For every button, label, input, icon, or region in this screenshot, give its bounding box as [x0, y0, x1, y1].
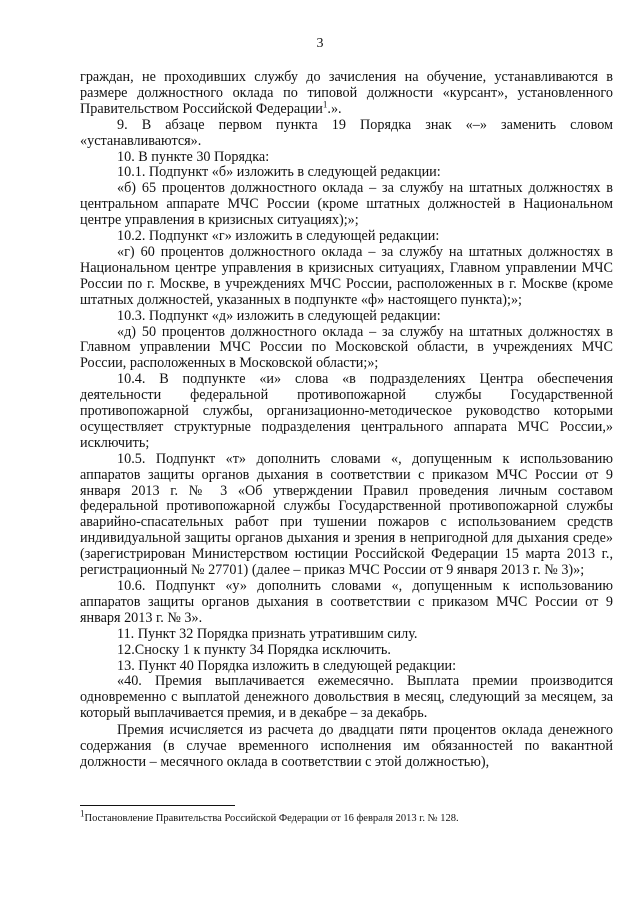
paragraph: 13. Пункт 40 Порядка изложить в следующей редакции:	[117, 657, 457, 674]
footnote	[80, 808, 613, 825]
paragraph: «д) 50 процентов должностного оклада – за службу на штатных должностях в Главном управлении МЧС России по Московской области, в учреждениях МЧС России, расположенных в Московской области;»;	[80, 323, 613, 372]
paragraph: 9. В абзаце первом пункта 19 Порядка знак «–» заменить словом «устанавливаются».	[80, 116, 613, 149]
paragraph: 10.2. Подпункт «г» изложить в следующей редакции:	[117, 228, 440, 245]
footnote-reference: 1	[322, 99, 328, 110]
paragraph: 10.3. Подпункт «д» изложить в следующей редакции:	[117, 307, 441, 324]
paragraph: 12.Сноску 1 к пункту 34 Порядка исключить.	[117, 641, 391, 658]
page-number: 3	[316, 36, 324, 51]
paragraph: 11. Пункт 32 Порядка признать утратившим силу.	[117, 625, 418, 642]
paragraph: 10.5. Подпункт «т» дополнить словами «, допущенным к использованию аппаратов защиты органов дыхания в соответствии с приказом МЧС России от 9 января 2013 г. № 3 «Об утверждении Правил проведения личным составом федеральной противопожарной службы Государственной противопожарной службы аварийно-спасательных работ при тушении пожаров с использованием средств индивидуальной защиты органов дыхания и зрения в непригодной для дыхания среде» (зарегистрирован Министерством юстиции Российской Федерации 15 марта 2013 г., регистрационный № 27701) (далее – приказ МЧС России от 9 января 2013 г. № 3)»;	[80, 450, 613, 579]
paragraph: «г) 60 процентов должностного оклада – за службу на штатных должностях в Национальном центре управления в кризисных ситуациях, Главном управлении МЧС России по г. Москве, в учреждениях МЧС России, расположенных в г. Москве (кроме штатных должностей, указанных в подпункте «ф» настоящего пункта);»;	[80, 243, 613, 308]
paragraph: 10. В пункте 30 Порядка:	[117, 148, 270, 165]
footnote-text: Постановление Правительства Российской Федерации от 16 февраля 2013 г. № 128.	[84, 813, 459, 824]
paragraph: 10.1. Подпункт «б» изложить в следующей редакции:	[117, 164, 441, 181]
paragraph: «40. Премия выплачивается ежемесячно. Выплата премии производится одновременно с выплатой денежного довольствия в месяц, следующий за месяцем, за который выплачивается премия, и в декабре – за декабрь.	[80, 673, 613, 722]
paragraph: 10.6. Подпункт «у» дополнить словами «, допущенным к использованию аппаратов защиты органов дыхания в соответствии с приказом МЧС России от 9 января 2013 г. № 3».	[80, 578, 613, 626]
paragraph: 10.4. В подпункте «и» слова «в подразделениях Центра обеспечения деятельности федеральной противопожарной службы Государственной противопожарной службы, организационно-методическое руководство которыми осуществляет структурные подразделения центрального аппарата МЧС России,» исключить;	[80, 371, 613, 451]
footnote-mark: 1	[80, 808, 85, 819]
document-body	[80, 70, 613, 771]
footnote-separator	[80, 805, 235, 806]
paragraph: Премия исчисляется из расчета до двадцати пяти процентов оклада денежного содержания (в случае временного исполнения им обязанностей по вакантной должности – месячного оклада в соответствии с этой должностью),	[80, 722, 613, 770]
paragraph: граждан, не проходивших службу до зачисления на обучение, устанавливаются в размере должностного оклада по типовой должности «курсант», установленного Правительством Российской Федерации$^1$.».	[80, 69, 613, 117]
paragraph: «б) 65 процентов должностного оклада – за службу на штатных должностях в центральном аппарате МЧС России (кроме штатных должностей в Национальном центре управления в кризисных ситуациях);»;	[80, 180, 613, 229]
